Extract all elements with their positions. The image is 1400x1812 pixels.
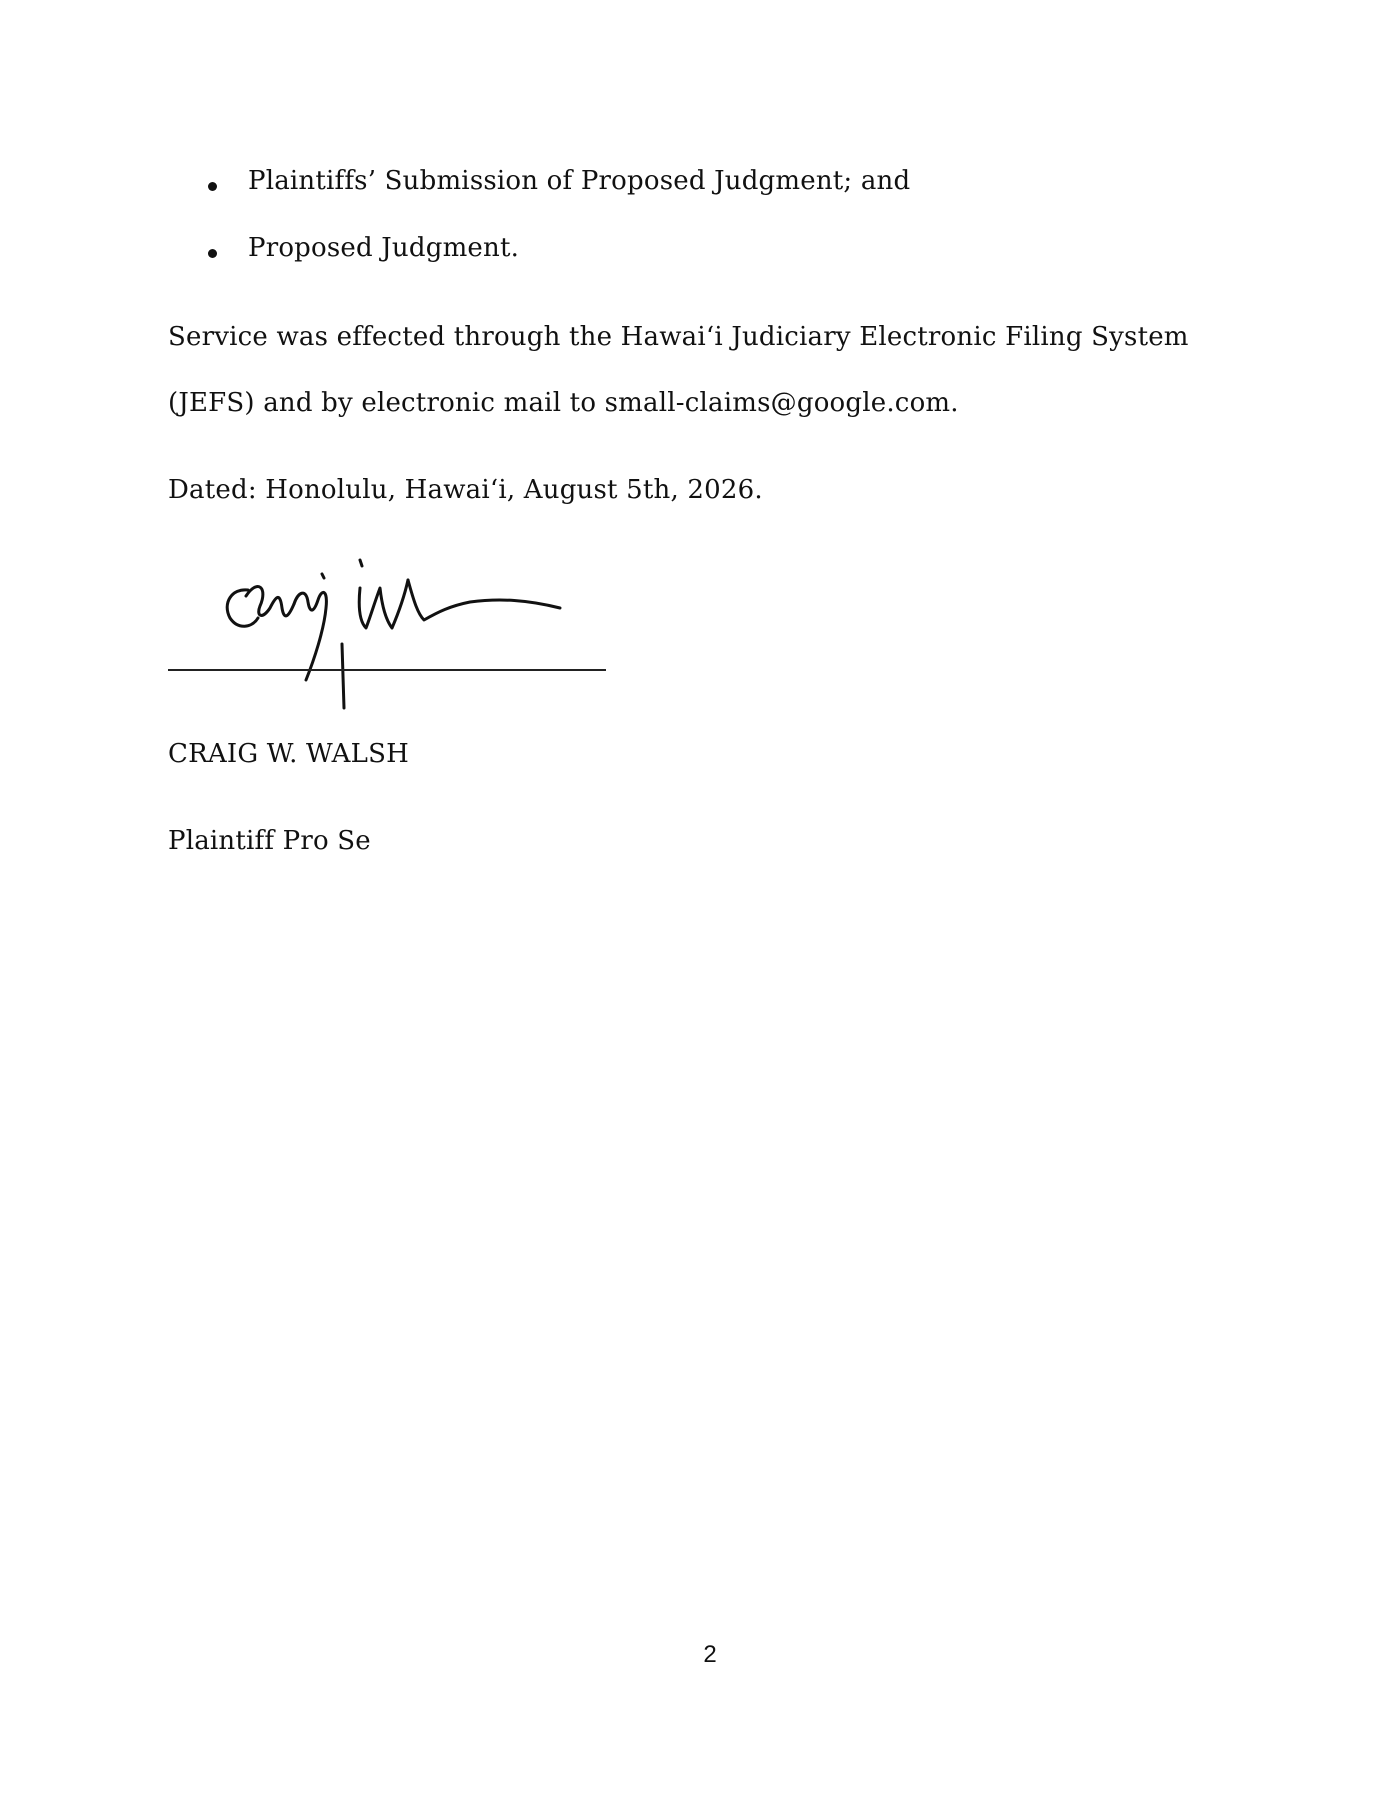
signature-line bbox=[168, 669, 606, 671]
bullet-dot-icon bbox=[208, 249, 217, 258]
dated-line: Dated: Honolulu, Hawaiʻi, August 5th, 2026. bbox=[168, 475, 763, 505]
bullet-item: Plaintiffs’ Submission of Proposed Judgment; and bbox=[248, 166, 911, 196]
signer-role: Plaintiff Pro Se bbox=[168, 826, 371, 856]
service-paragraph-line-2: (JEFS) and by electronic mail to small-claims@google.com. bbox=[168, 388, 959, 418]
bullet-dot-icon bbox=[208, 182, 217, 191]
page-number: 2 bbox=[703, 1641, 717, 1668]
service-paragraph-line-1: Service was effected through the Hawaiʻi Judiciary Electronic Filing System bbox=[168, 322, 1189, 352]
signer-name: CRAIG W. WALSH bbox=[168, 739, 410, 769]
bullet-item: Proposed Judgment. bbox=[248, 233, 520, 263]
handwritten-signature bbox=[210, 548, 630, 718]
